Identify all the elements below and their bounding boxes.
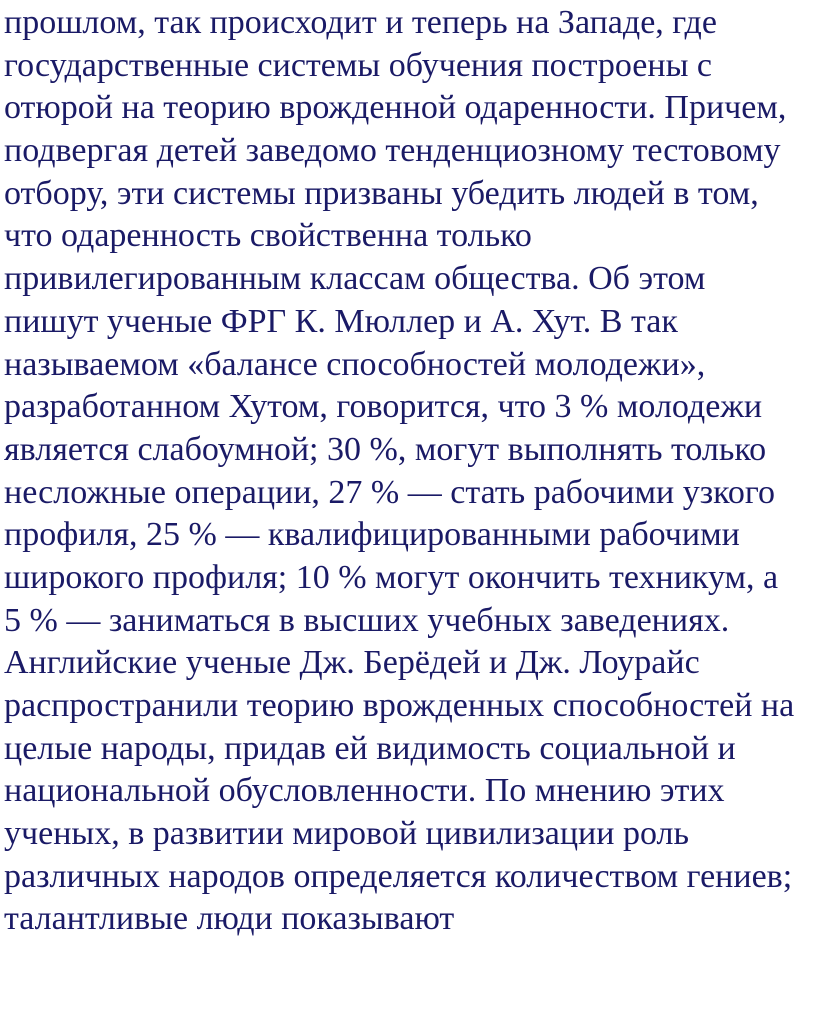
text-line: государственные системы обучения построены с (4, 46, 713, 84)
text-line: пишут ученые ФРГ К. Мюллер и А. Хут. В так (4, 302, 678, 340)
text-line: прошлом, так происходит и теперь на Западе, где (4, 4, 717, 41)
text-line: распространили теорию врожденных способностей на (4, 687, 795, 724)
text-line: талантливые люди показывают (4, 900, 455, 938)
text-line: несложные операции, 27 % — стать рабочими узкого (4, 473, 776, 511)
text-line: привилегированным классам общества. Об этом (4, 260, 706, 298)
text-line: разработанном Хутом, говорится, что 3 % молодежи (4, 388, 763, 426)
text-line: целые народы, придав ей видимость социальной и (4, 729, 736, 767)
text-line: национальной обусловленности. По мнению этих (4, 772, 725, 810)
text-line: 5 % — заниматься в высших учебных заведениях. (4, 601, 730, 639)
text-line: является слабоумной; 30 %, могут выполнять только (4, 430, 767, 468)
text-line: что одаренность свойственна только (4, 217, 532, 255)
text-line: подвергая детей заведомо тенденциозному тестовому (4, 132, 781, 170)
text-line: отюрой на теорию врожденной одаренности. Причем, (4, 89, 787, 127)
text-line: Английские ученые Дж. Берёдей и Дж. Лоурайс (4, 644, 700, 682)
body-text (4, 2, 812, 941)
text-line: различных народов определяется количеством гениев; (4, 857, 793, 895)
text-line: называемом «балансе способностей молодежи», (4, 345, 706, 383)
text-line: ученых, в развитии мировой цивилизации роль (4, 815, 689, 853)
text-line: отбору, эти системы призваны убедить людей в том, (4, 174, 759, 212)
text-line: широкого профиля; 10 % могут окончить техникум, а (4, 558, 779, 596)
text-line: профиля, 25 % — квалифицированными рабочими (4, 516, 740, 554)
